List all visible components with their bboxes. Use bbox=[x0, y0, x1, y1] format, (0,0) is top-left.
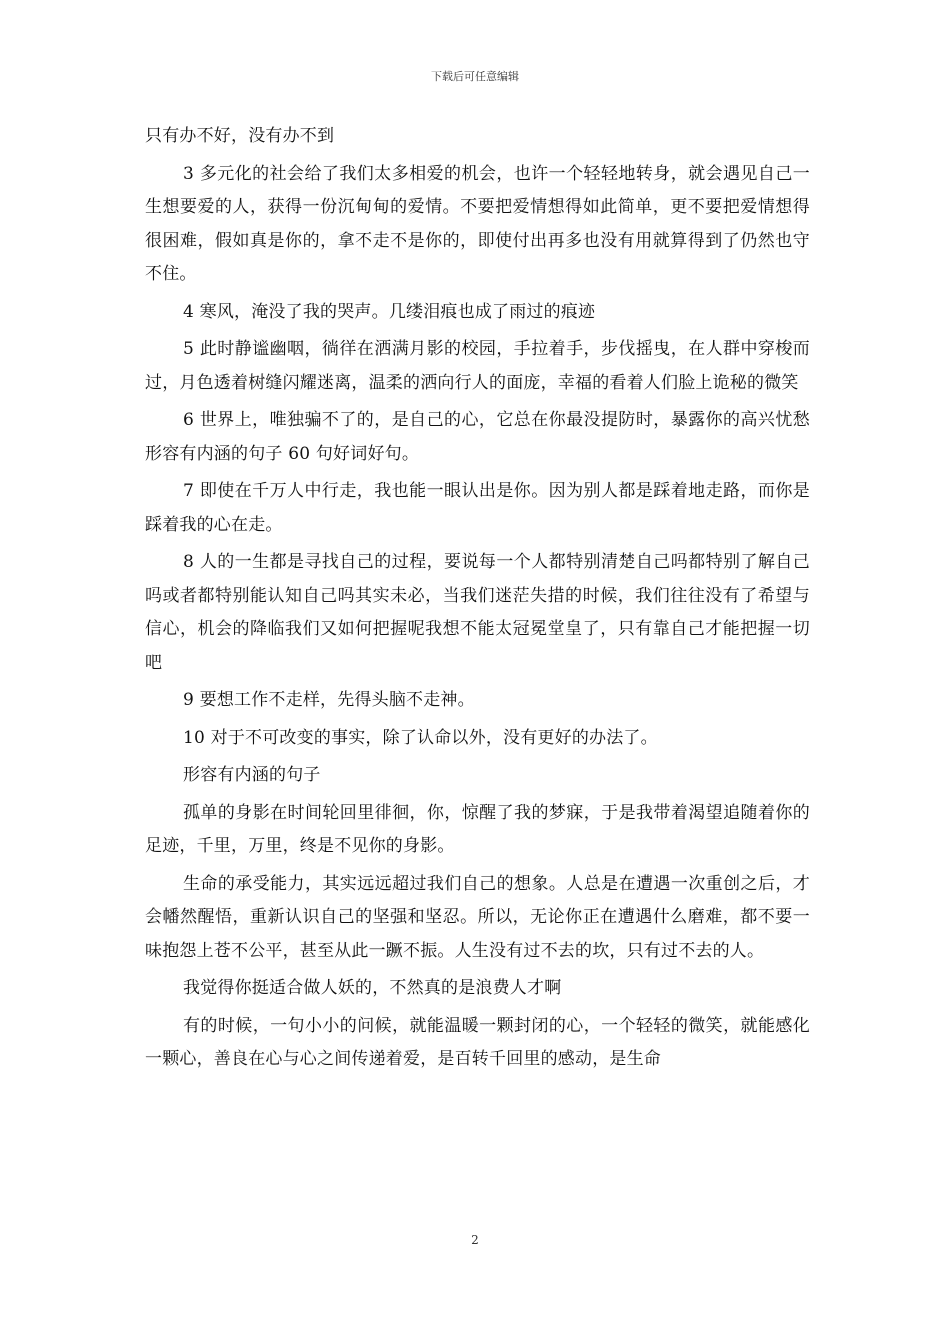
paragraph: 孤单的身影在时间轮回里徘徊，你，惊醒了我的梦寐，于是我带着渴望追随着你的足迹，千里，万里，终是不见你的身影。 bbox=[145, 802, 810, 856]
paragraph: 只有办不好，没有办不到 bbox=[145, 126, 335, 146]
page-header: 下载后可任意编辑 bbox=[431, 70, 519, 83]
paragraph: 我觉得你挺适合做人妖的，不然真的是浪费人才啊 bbox=[183, 978, 562, 998]
document-body bbox=[145, 120, 810, 1081]
paragraph: 6 世界上，唯独骗不了的，是自己的心，它总在你最没提防时，暴露你的高兴忧愁形容有内涵的句子 60 句好词好句。 bbox=[145, 410, 810, 464]
paragraph: 4 寒风，淹没了我的哭声。几缕泪痕也成了雨过的痕迹 bbox=[183, 301, 596, 322]
paragraph: 3 多元化的社会给了我们太多相爱的机会，也许一个轻轻地转身，就会遇见自己一生想要爱的人，获得一份沉甸甸的爱情。不要把爱情想得如此简单，更不要把爱情想得很困难，假如真是你的，拿不走不是你的，即使付出再多也没有用就算得到了仍然也守不住。 bbox=[145, 163, 810, 284]
paragraph: 生命的承受能力，其实远远超过我们自己的想象。人总是在遭遇一次重创之后，才会幡然醒悟，重新认识自己的坚强和坚忍。所以，无论你正在遭遇什么磨难，都不要一味抱怨上苍不公平，甚至从此一蹶不振。人生没有过不去的坎，只有过不去的人。 bbox=[145, 873, 810, 961]
paragraph: 8 人的一生都是寻找自己的过程，要说每一个人都特别清楚自己吗都特别了解自己吗或者都特别能认知自己吗其实未必，当我们迷茫失措的时候，我们往往没有了希望与信心，机会的降临我们又如何把握呢我想不能太冠冕堂皇了，只有靠自己才能把握一切吧 bbox=[145, 552, 810, 673]
section-heading: 形容有内涵的句子 bbox=[183, 765, 321, 785]
paragraph: 有的时候，一句小小的问候，就能温暖一颗封闭的心，一个轻轻的微笑，就能感化一颗心，善良在心与心之间传递着爱，是百转千回里的感动，是生命 bbox=[145, 1015, 810, 1069]
paragraph: 7 即使在千万人中行走，我也能一眼认出是你。因为别人都是踩着地走路，而你是踩着我的心在走。 bbox=[145, 481, 810, 535]
page-number: 2 bbox=[471, 1233, 479, 1247]
paragraph: 5 此时静谧幽咽，徜徉在洒满月影的校园，手拉着手，步伐摇曳，在人群中穿梭而过，月色透着树缝闪耀迷离，温柔的洒向行人的面庞，幸福的看着人们脸上诡秘的微笑 bbox=[145, 339, 810, 393]
paragraph: 10 对于不可改变的事实，除了认命以外，没有更好的办法了。 bbox=[183, 727, 658, 748]
paragraph: 9 要想工作不走样，先得头脑不走神。 bbox=[183, 690, 475, 710]
